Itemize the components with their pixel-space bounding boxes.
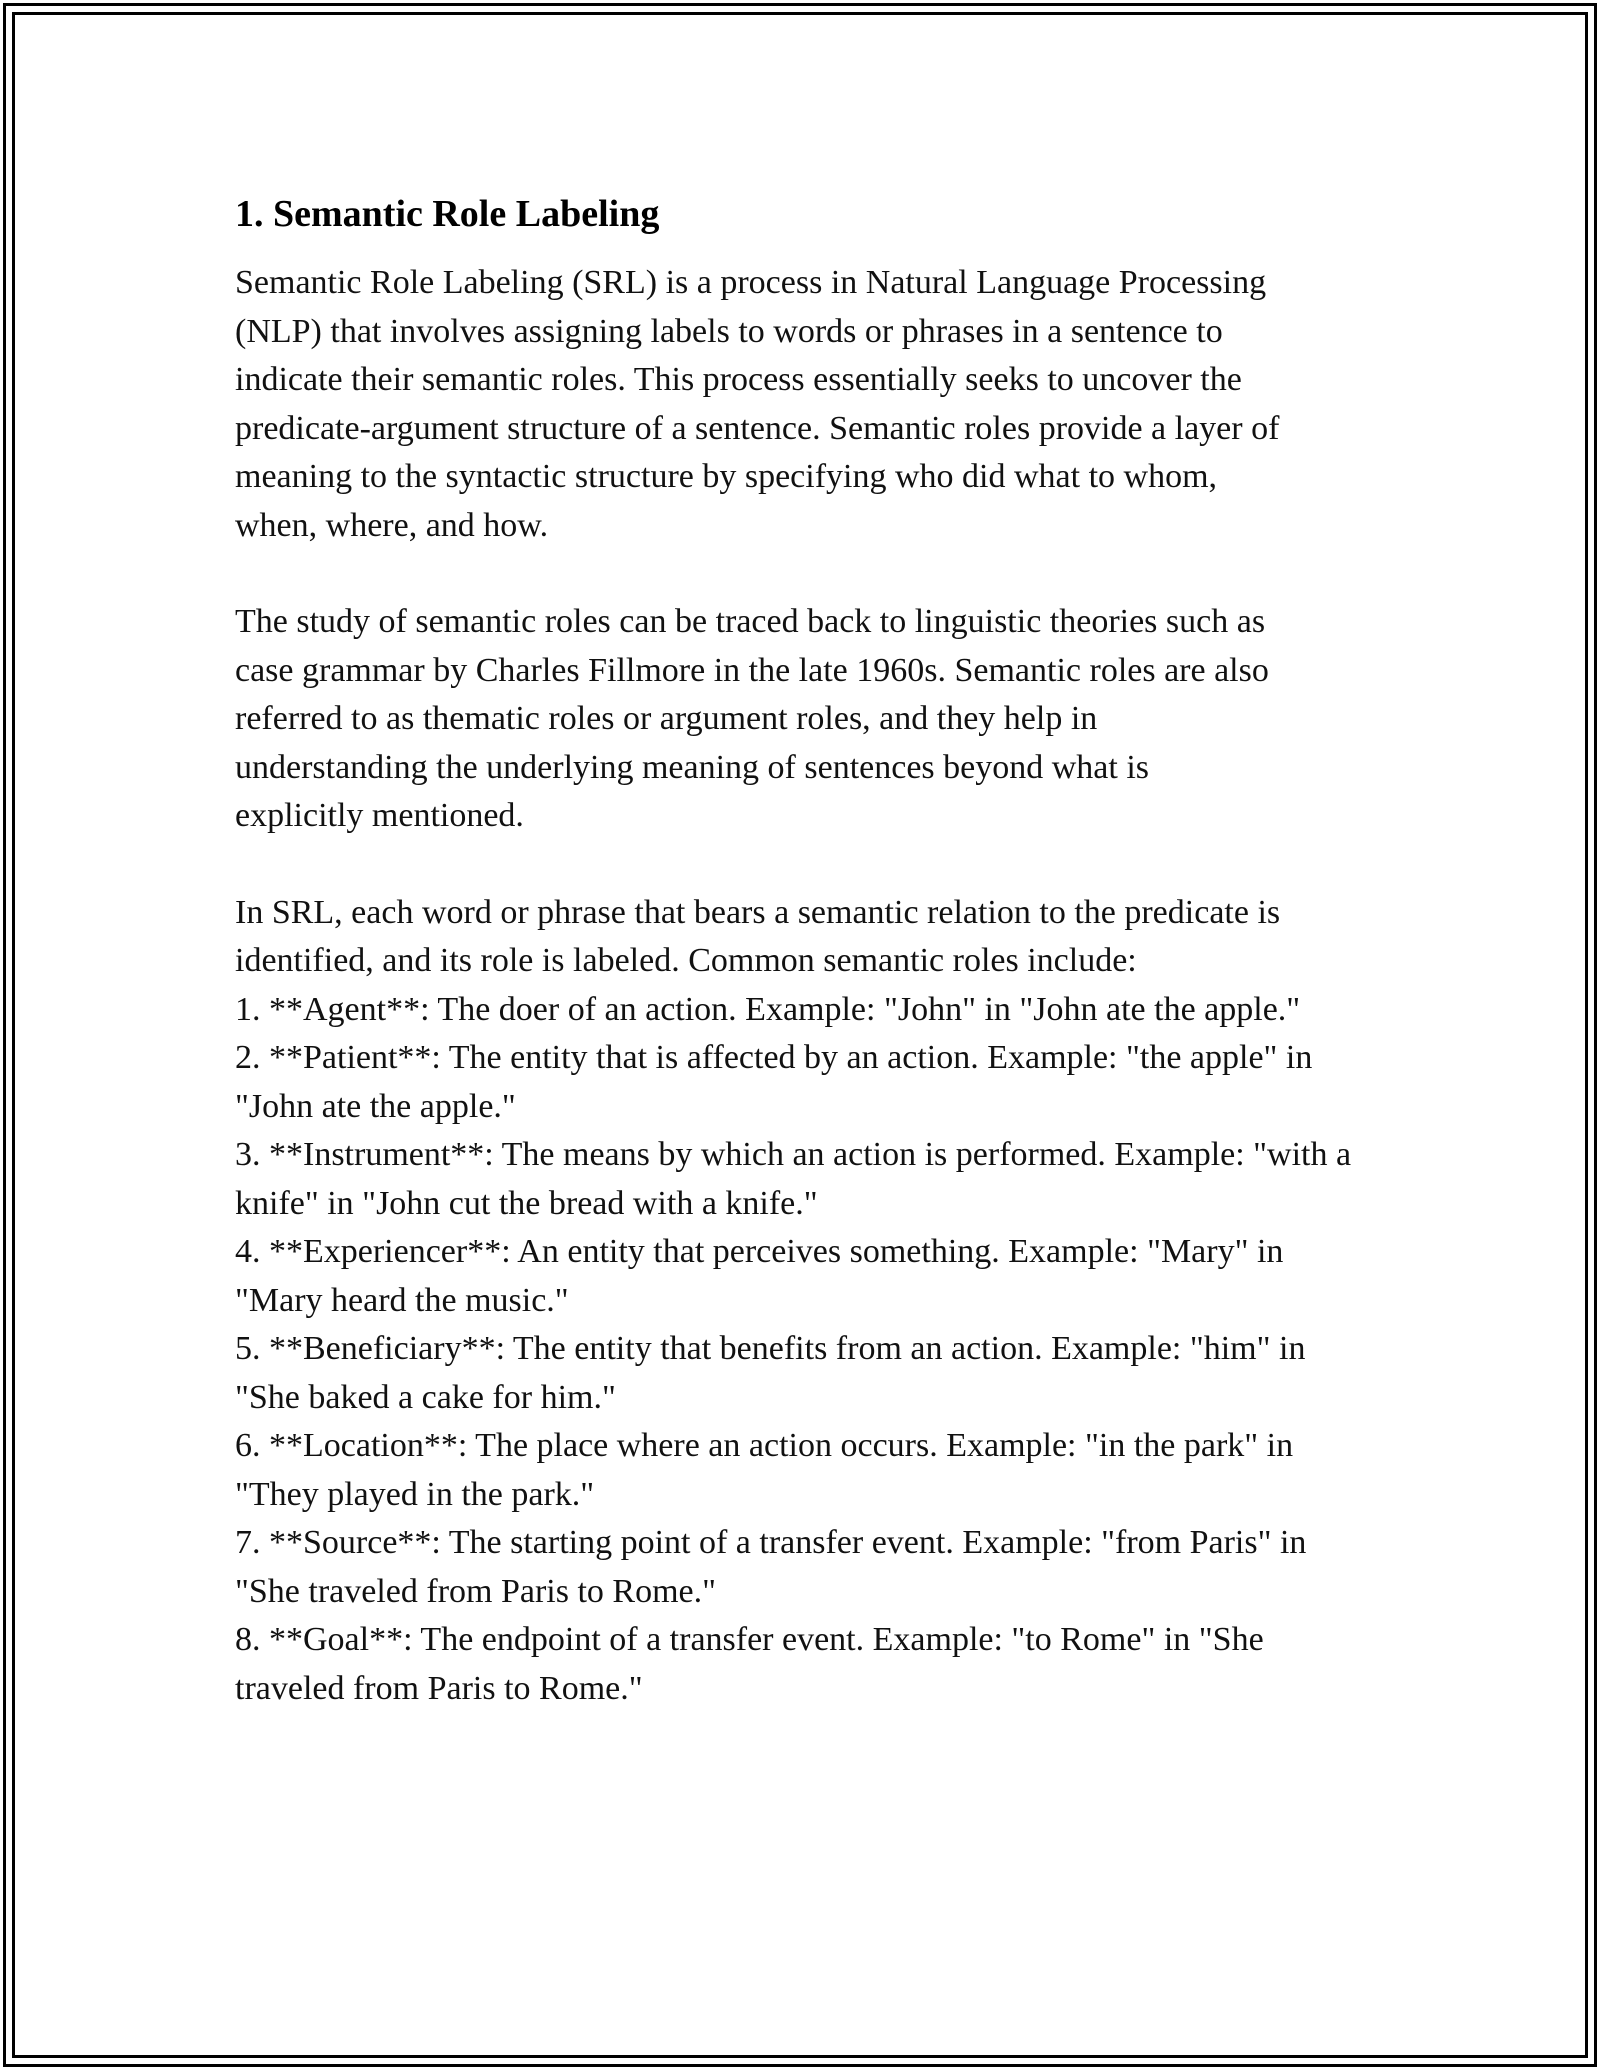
role-item-location: 6. **Location**: The place where an action occurs. Example: "in the park" in "They played in the park." (235, 1427, 1294, 1513)
role-item-patient: 2. **Patient**: The entity that is affected by an action. Example: "the apple" in "John ate the apple." (235, 1039, 1313, 1125)
role-item-beneficiary: 5. **Beneficiary**: The entity that benefits from an action. Example: "him" in "She baked a cake for him." (235, 1330, 1306, 1416)
paragraph-srl-roles-intro: In SRL, each word or phrase that bears a semantic relation to the predicate is identified, and its role is labeled. Common semantic roles include: (235, 893, 1281, 979)
semantic-roles-list (235, 986, 1375, 1714)
document-content (235, 186, 1375, 1713)
role-item-experiencer: 4. **Experiencer**: An entity that perceives something. Example: "Mary" in "Mary heard the music." (235, 1233, 1284, 1319)
role-item-goal: 8. **Goal**: The endpoint of a transfer event. Example: "to Rome" in "She traveled from Paris to Rome." (235, 1621, 1264, 1707)
section-heading: 1. Semantic Role Labeling (235, 193, 660, 235)
role-item-source: 7. **Source**: The starting point of a transfer event. Example: "from Paris" in "She traveled from Paris to Rome." (235, 1524, 1307, 1610)
paragraph-srl-definition: Semantic Role Labeling (SRL) is a process in Natural Language Processing (NLP) that involves assigning labels to words or phrases in a sentence to indicate their semantic roles. This process essentially seeks to uncover the predicate-argument structure of a sentence. Semantic roles provide a layer of meaning to the syntactic structure by specifying who did what to whom, when, where, and how. (235, 264, 1280, 544)
role-item-instrument: 3. **Instrument**: The means by which an action is performed. Example: "with a knife" in "John cut the bread with a knife." (235, 1136, 1352, 1222)
paragraph-srl-history: The study of semantic roles can be traced back to linguistic theories such as case grammar by Charles Fillmore in the late 1960s. Semantic roles are also referred to as thematic roles or argument roles, and they help in understanding the underlying meaning of sentences beyond what is explicitly mentioned. (235, 603, 1269, 834)
role-item-agent: 1. **Agent**: The doer of an action. Example: "John" in "John ate the apple." (235, 990, 1301, 1028)
